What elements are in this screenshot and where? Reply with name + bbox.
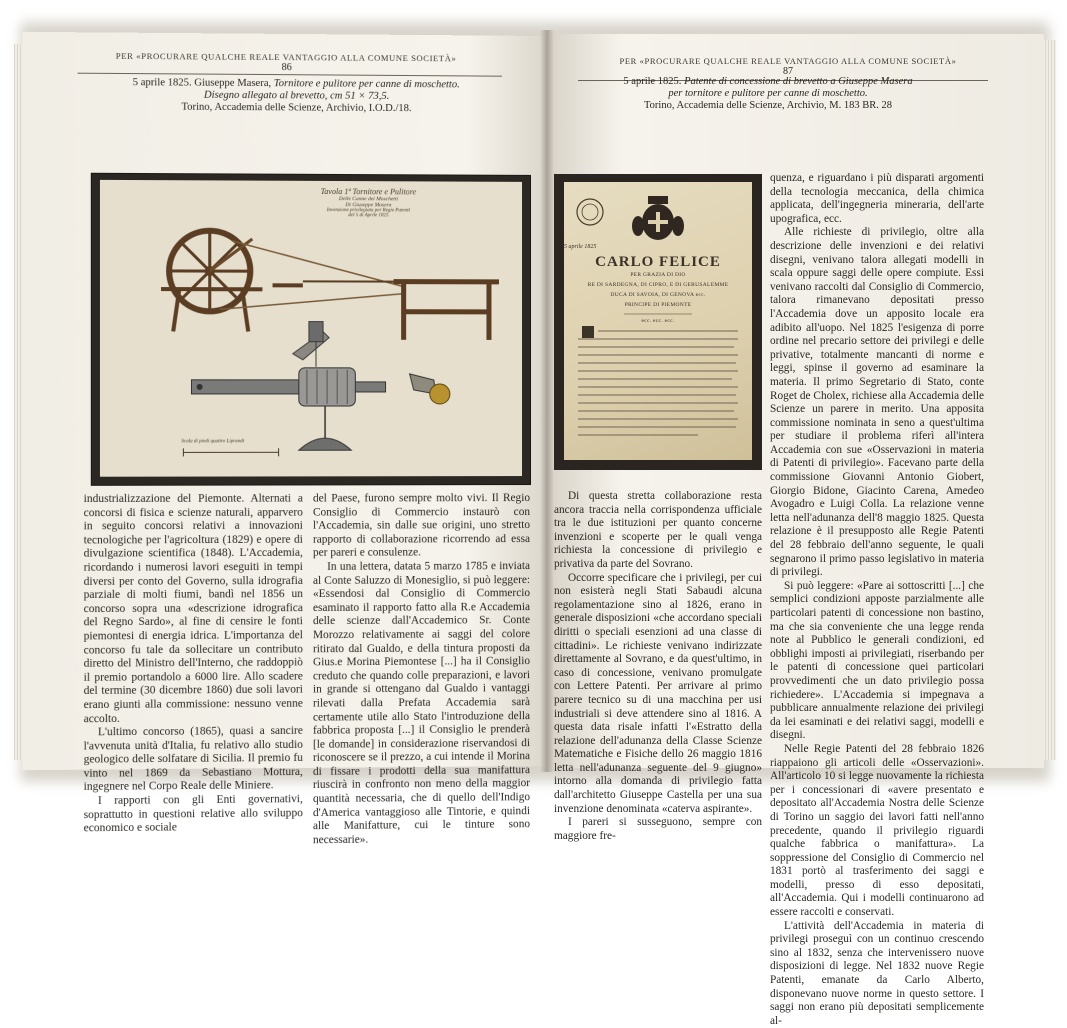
drawing-subtitle-4: del 5 di Aprile 1825 [303,213,434,219]
left-col1-paragraph-1: industrializzazione del Piemonte. Alternati a concorsi di fisica e scienze naturali, apparvero in seguito concorsi relativi a innovazioni tecnologiche per l'agricoltura (1829) e opere di divulgazione scientifica (1848). L'Accademia, ricordando i numerosi lavori eseguiti in tempi diversi per conto del Governo, sulla idrografia parziale di molti fiumi, bandì nel 1856 un concorso sopra una «descrizione idrografica del Regno Sardo», al fine di censire le fonti piemontesi di energia idrica. L'importanza del concorso fu tale da sollecitare un contributo diretto del Ministro dell'Interno, che raddoppiò il premio portandolo a 6000 lire. Allo scadere del termine (30 dicembre 1860) due soli lavori erano giunti alla commissione: nessuno venne accolto. [84,492,303,726]
right-col2-paragraph-4: L'attività dell'Accademia in materia di privilegi proseguì con un continuo crescendo sino al 1832, senza che intervenissero nuove disposizioni di legge. Nel 1832 nuove Regie Patenti, emanate da Carlo Alberto, disponevano nuove norme in questo settore. I saggi non erano più depositati semplicemente al- [770,920,984,1028]
patent-subtitle-5: ecc. ecc. ecc. [564,318,752,324]
patent-document [564,182,752,460]
lathe-illustration [100,180,522,477]
right-col1-paragraph-1: Di questa stretta collaborazione resta ancora traccia nella corrispondenza ufficiale tra le due istituzioni per quanto concerne invenzioni e scoperte per le quali venga richiesta la concessione di privilegio e privativa da parte del Sovrano. [554,490,762,572]
right-page-number: 87 [768,66,808,77]
machine-drawing-plate [92,174,530,485]
left-caption-archive: Torino, Accademia delle Scienze, Archivio, I.O.D./18. [84,101,508,116]
patent-subtitle-1: PER GRAZIA DI DIO [564,272,752,278]
right-col2-paragraph-2: Si può leggere: «Pare ai sottoscritti [...] che semplici condizioni apposte parzialmente alle particolari patenti di concessione non bastino, ma che sia conveniente che una legge renda note al Pubblico le generali condizioni, ed obblighi imposti ai privilegiati, riserbando per le patenti di concessione quei particolari provvedimenti che un dato privilegio possa richiedere». L'Accademia si impegnava a pubblicare annualmente relazione dei privilegi da lei esaminati e dei relativi saggi, modelli e disegni. [770,580,984,743]
drawing-subtitle-1: Delle Canne dei Moschetti [303,196,434,203]
patent-document-plate [554,174,762,470]
patent-subtitle-2: RE DI SARDEGNA, DI CIPRO, E DI GERUSALEMME [564,282,752,288]
right-col2-paragraph-1: Alle richieste di privilegio, oltre alla descrizione delle invenzioni e dei relativi disegni, venivano talora allegati modelli in scala oppure saggi delle opere compiute. Essi venivano raccolti dal Consiglio di Commercio, talora rimanevano depositati presso l'Accademia dove un apposito locale era adibito all'uopo. Nel 1825 l'esigenza di porre ordine nel precario settore dei privilegi e delle privative, totalmente mancanti di norme e leggi, spinse il governo ad esaminare la materia. Il primo Segretario di Stato, conte Roget de Cholex, richiese alla Accademia delle Scienze un parere in merito. Una apposita commissione nominata in seno a quest'ultima per studiare il problema riferì all'intera Accademia con sue «Osservazioni in materia di Patenti di privilegio». Facevano parte della commissione Giovanni Antonio Giobert, Giorgio Bidone, Giacinto Carena, Amedeo Avogadro e Luigi Colla. La relazione venne letta nell'adunanza dell'8 maggio 1825. Questa relazione è il presupposto alle Regie Patenti del 28 febbraio dell'anno seguente, le quali segnarono il primo passo legislativo in materia di privilegi. [770,226,984,579]
patent-subtitle-3: DUCA DI SAVOIA, DI GENOVA ecc. [564,292,752,298]
drawing-subtitle-2: Di Giuseppe Masera [303,202,434,209]
patent-handwritten-date: 5 aprile 1825 [558,244,752,250]
left-column-2 [313,492,530,848]
right-col1-paragraph-2: Occorre specificare che i privilegi, per cui non esisterà negli Stati Sabaudi alcuna regolamentazione sino al 1826, erano in generale disposizioni «che accordano speciali diritti o speciali esenzioni ad una classe di cittadini». Le richieste venivano indirizzate direttamente al Sovrano, e da quest'ultimo, in caso di concessione, venivano promulgate con Lettere Patenti. Per arrivare al primo parere tecnico su di una macchina per usi industriali si deve attendere sino al 1816. A questa data risale infatti l'«Estratto della relazione dell'adunanza della Classe Scienze Matematiche e Fisiche dello 26 maggio 1816 letta nell'adunanza seguente del 9 giugno» intorno alla domanda di privilegio fatta dall'architetto Giuseppe Castella per una sua invenzione denominata «caterva aspirante». [554,572,762,817]
left-caption-dimensions: Disegno allegato al brevetto, cm 51 × 73,5. [204,90,389,102]
patent-title: CARLO FELICE [564,254,752,271]
drawing-title-block [303,187,434,219]
right-page [548,34,1044,768]
right-column-1 [554,490,762,843]
right-column-2-top [770,172,984,1028]
left-col2-paragraph-2: In una lettera, datata 5 marzo 1785 e inviata al Conte Saluzzo di Monesiglio, si può leggere: «Essendosi dal Consiglio di Commercio esaminato il rapporto fatto alla R.e Accademia delle scienze dall'Accademico Sr. Conte Morozzo relativamente ai saggi del colore ritirato dal Gualdo, e della tintura proposti da Gius.e Morina Piemontese [...] ha il Consiglio creduto che quando colle preparazioni, e lavori in grande si ottengano dal Gualdo i vantaggi rilevati dalla Prefata Accademia sarà certamente utile allo Stato l'introduzione della fabbrica proposta [...] il Consiglio le prenderà [le domande] in considerazione riservandosi di riconoscere se il prezzo, a cui intende il Morina di fissare i prodotti della sua manifattura riuscirà in confronto non meno della maggior quantità necessaria, che di quello dell'Indigo d'America vantaggioso alle Tintorie, e quindi alle Manifatture, cui le tinture sono necessarie». [313,560,530,848]
right-col2-continuation: quenza, e riguardano i più disparati argomenti della tecnologia meccanica, della chimica applicata, dell'ingegneria mineraria, dell'arte upografica, ecc. [770,172,984,226]
book-gutter [540,30,554,772]
right-col1-paragraph-3: I pareri si susseguono, sempre con maggiore fre- [554,816,762,843]
left-running-head: PER «PROCURARE QUALCHE REALE VANTAGGIO ALLA COMUNE SOCIETÀ» [84,50,488,63]
right-caption-title: Patente di concessione di brevetto a Giuseppe Masera [684,76,913,87]
right-running-head: PER «PROCURARE QUALCHE REALE VANTAGGIO ALLA COMUNE SOCIETÀ» [588,56,988,66]
left-caption-title: Tornitore e pulitore per canne di moschetto. [274,78,460,90]
left-page [22,32,546,770]
right-caption-date: 5 aprile 1825. [623,76,684,87]
left-column-1 [84,492,303,836]
left-col1-paragraph-3: I rapporti con gli Enti governativi, soprattutto in questioni relative allo sviluppo economico e sociale [84,793,303,836]
right-caption [558,76,978,112]
left-header-rule [78,73,502,77]
patent-subtitle-4: PRINCIPE DI PIEMONTE [564,302,752,308]
left-caption-date: 5 aprile 1825. Giuseppe Masera, [133,77,274,89]
right-caption-archive: Torino, Accademia delle Scienze, Archivio, M. 183 BR. 28 [558,100,978,112]
right-col2-paragraph-3: Nelle Regie Patenti del 28 febbraio 1826 riappaiono gli articoli delle «Osservazioni». All'articolo 10 si legge nuovamente la richiesta per i concessionari di «avere presentato e depositato all'Accademia Nostra delle Scienze di Torino un saggio dei lavori fatti nell'anno precedente, quando il privilegio riguardi qualche fabbrica o manifattura». La soppressione del Consiglio di Commercio nel 1831 portò al trasferimento dei saggi e modelli, presso di esso depositati, all'Accademia. Qui i modelli continuarono ad essere raccolti e conservati. [770,743,984,920]
drawing-scale-label: Scala di piedi quattro Liprandi [181,439,244,444]
drawing-subtitle-3: Invenzione privilegiata per Regie Patenti [303,208,434,214]
left-col2-paragraph-1: del Paese, furono sempre molto vivi. Il Regio Consiglio di Commercio instaurò con l'Accademia, sin dalle sue origini, uno stretto rapporto di collaborazione ricorrendo ad essa per pareri e consulenze. [313,492,530,561]
drawing-title: Tavola 1ª Tornitore e Pulitore [303,187,434,197]
left-col1-paragraph-2: L'ultimo concorso (1865), quasi a sancire l'avvenuta unità d'Italia, fu relativo allo studio geologico delle solfatare di Sicilia. Il premio fu vinto nel 1869 da Sebastiano Mottura, ingegnere nel Corpo Reale delle Miniere. [84,725,303,795]
left-page-number: 86 [266,62,306,73]
right-caption-subtitle: per tornitore e pulitore per canne di moschetto. [668,88,867,99]
machine-drawing [100,180,522,477]
left-caption [84,77,508,116]
